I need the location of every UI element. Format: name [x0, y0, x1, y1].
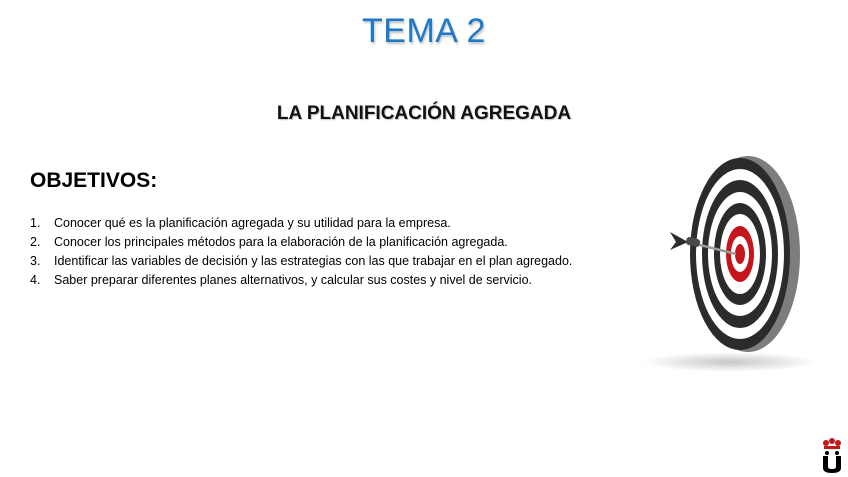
list-item — [30, 271, 620, 290]
list-item — [30, 233, 620, 252]
university-logo-icon — [819, 438, 845, 474]
list-item-text: Conocer los principales métodos para la elaboración de la planificación agregada. — [54, 235, 508, 249]
list-item — [30, 252, 620, 271]
objectives-list — [30, 214, 620, 290]
list-item-number: 2. — [30, 235, 41, 249]
list-item-number: 1. — [30, 216, 41, 230]
list-item-text: Conocer qué es la planificación agregada y su utilidad para la empresa. — [54, 216, 451, 230]
list-item — [30, 214, 620, 233]
list-item-text: Identificar las variables de decisión y las estrategias con las que trabajar en el plan agregado. — [54, 254, 573, 268]
list-item-number: 3. — [30, 254, 41, 268]
slide-title: TEMA 2 — [362, 12, 486, 50]
slide-subtitle: LA PLANIFICACIÓN AGREGADA — [276, 103, 572, 124]
dartboard-target-icon — [630, 150, 820, 380]
objectives-heading: OBJETIVOS: — [30, 169, 158, 192]
list-item-number: 4. — [30, 273, 41, 287]
list-item-text: Saber preparar diferentes planes alternativos, y calcular sus costes y nivel de servicio. — [54, 273, 533, 287]
